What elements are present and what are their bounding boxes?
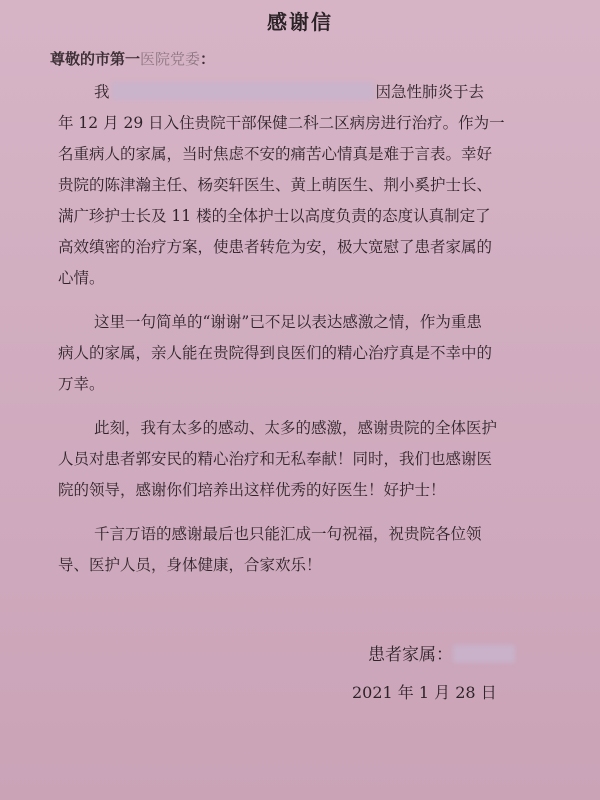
text-line: [58, 338, 528, 369]
line-text: 贵院的陈津瀚主任、杨奕轩医生、黄上萌医生、荆小奚护士长、: [58, 176, 493, 194]
paragraph: [58, 413, 528, 506]
line-text: 年 12 月 29 日入住贵院干部保健二科二区病房进行治疗。作为一: [58, 114, 505, 132]
text-line: [58, 232, 528, 263]
line-text: 导、医护人员，身体健康，合家欢乐！: [58, 556, 322, 574]
line-text: 此刻，我有太多的感动、太多的感激，感谢贵院的全体医护: [94, 419, 498, 437]
greeting-prefix: 尊敬的市第一: [50, 50, 141, 68]
line-text: 千言万语的感谢最后也只能汇成一句祝福，祝贵院各位领: [94, 525, 482, 543]
line-text: 病人的家属，亲人能在贵院得到良医们的精心治疗真是不幸中的: [58, 344, 493, 362]
paragraph: [58, 307, 528, 400]
signature-line: [368, 640, 515, 665]
letter-body: [58, 77, 528, 581]
line-text: 人员对患者郭安民的精心治疗和无私奉献！同时，我们也感谢医: [58, 450, 493, 468]
line-text: 万幸。: [58, 375, 105, 393]
redacted-name: [453, 645, 515, 663]
line-text: 这里一句简单的“谢谢”已不足以表达感激之情，作为重患: [94, 313, 482, 331]
signature-label: 患者家属：: [368, 645, 453, 665]
text-line: [58, 201, 528, 232]
line-text: 名重病人的家属，当时焦虑不安的痛苦心情真是难于言表。幸好: [58, 145, 493, 163]
paragraph: [58, 519, 528, 581]
text-line: [58, 139, 528, 170]
line-prefix: 我: [94, 83, 110, 101]
paragraph: [58, 77, 528, 294]
line-text: 满广珍护士长及 11 楼的全体护士以高度负责的态度认真制定了: [58, 207, 491, 225]
text-line: [58, 369, 528, 400]
text-line: [58, 108, 528, 139]
line-text: 院的领导，感谢你们培养出这样优秀的好医生！好护士！: [58, 481, 446, 499]
text-line: [58, 475, 528, 506]
text-line: [58, 307, 528, 338]
text-line: [58, 413, 528, 444]
greeting: [50, 48, 215, 69]
line-text: 心情。: [58, 269, 105, 287]
greeting-suffix: ：: [200, 50, 216, 68]
text-line: [58, 444, 528, 475]
line-text: 高效缜密的治疗方案，使患者转危为安，极大宽慰了患者家属的: [58, 238, 493, 256]
text-line: [58, 77, 528, 108]
letter-title: 感谢信: [267, 10, 333, 34]
paragraph-gap: [58, 506, 528, 519]
paragraph-gap: [58, 294, 528, 307]
letter-date: 2021 年 1 月 28 日: [352, 683, 497, 702]
greeting-faded-text: 医院党委: [140, 50, 201, 68]
paragraph-gap: [58, 400, 528, 413]
text-line: [58, 519, 528, 550]
line-text: 因急性肺炎于去: [375, 83, 485, 101]
text-line: [58, 263, 528, 294]
redacted-patient-info: [112, 82, 374, 100]
text-line: [58, 170, 528, 201]
text-line: [58, 550, 528, 581]
